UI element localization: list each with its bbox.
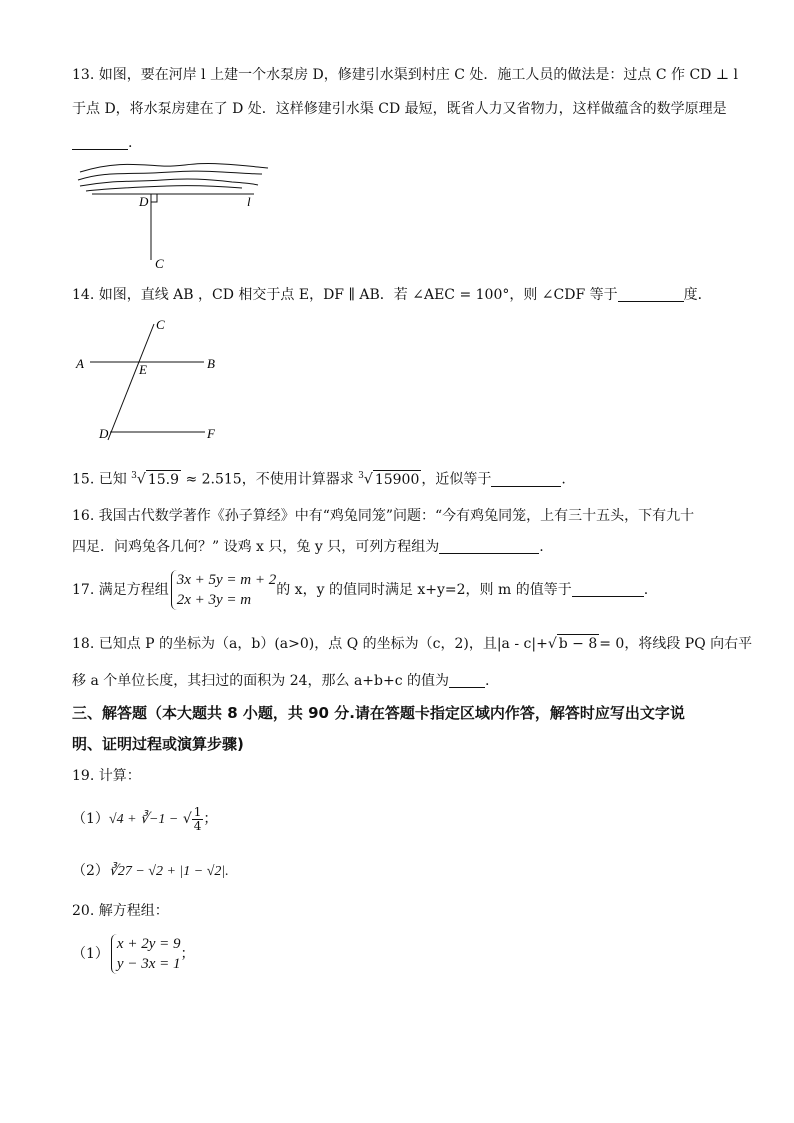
section-heading-line1: 三、解答题（本大题共 8 小题，共 90 分.请在答题卡指定区域内作答，解答时应写出文字说 [72, 704, 685, 722]
q16-line2: 四足．问鸡兔各几何？” 设鸡 x 只，兔 y 只，可列方程组为 . [72, 539, 544, 555]
fig-label-d: D [139, 194, 149, 209]
fig-label-l: l [247, 194, 251, 209]
q14-line: 14. 如图，直线 AB ，CD 相交于点 E，DF ∥ AB．若 ∠AEC = 100°，则 ∠CDF 等于 度． [72, 287, 712, 303]
q13-line2: 于点 D，将水泵房建在了 D 处．这样修建引水渠 CD 最短，既省人力又省物力，这样做蕴含的数学原理是 [72, 101, 727, 117]
section-heading-line2: 明、证明过程或演算步骤) [72, 735, 244, 753]
fig-label-f: F [207, 426, 215, 441]
q18-line2: 移 a 个单位长度，其扫过的面积为 24，那么 a+b+c 的值为 . [72, 673, 490, 689]
answer-blank [491, 472, 561, 487]
q17-line: 17. 满足方程组 3x + 5y = m + 2 2x + 3y = m 的 x，y 的值同时满足 x+y=2，则 m 的值等于 . [72, 572, 649, 608]
fig-label-b: B [207, 356, 215, 371]
answer-blank [439, 539, 539, 554]
q14-figure [72, 314, 232, 444]
q15-line: 15. 已知 $^3$√ 15.9 ≈ 2.515，不使用计算器求 $^3$√ 15900 ，近似等于 . [72, 471, 566, 488]
q20-title: 20. 解方程组： [72, 903, 169, 919]
fig-label-e: E [139, 362, 147, 377]
equation-system: 3x + 5y = m + 2 2x + 3y = m [171, 570, 277, 610]
answer-blank [72, 135, 128, 150]
fraction: $\frac{1}{4}$ [193, 804, 202, 833]
q18-line1: 18. 已知点 P 的坐标为（a，b）(a>0)，点 Q 的坐标为（c，2)，且|a - c|+√ b − 8 = 0，将线段 PQ 向右平 [72, 636, 753, 652]
answer-blank [572, 582, 644, 597]
fig-label-c: C [155, 256, 164, 271]
q13-line3: . [72, 134, 132, 152]
fig-label-a: A [76, 356, 84, 371]
q19-part2: （2）∛27 − √2 + |1 − √2|. [72, 863, 229, 879]
q19-title: 19. 计算： [72, 768, 141, 784]
fig-label-c: C [156, 317, 165, 332]
fig-label-d: D [99, 426, 109, 441]
q20-part1: （1） x + 2y = 9 y − 3x = 1 ； [72, 936, 195, 972]
q13-figure [72, 158, 272, 274]
q16-line1: 16. 我国古代数学著作《孙子算经》中有“鸡兔同笼”问题：“今有鸡兔同笼，上有三十五头，下有九十 [72, 508, 695, 524]
answer-blank [449, 673, 485, 688]
q19-part1: （1）√4 + ∛−1 − √ $\frac{1}{4}$ ； [72, 804, 218, 833]
q13-line1: 13. 如图，要在河岸 l 上建一个水泵房 D，修建引水渠到村庄 C 处．施工人员的做法是：过点 C 作 CD ⊥ l [72, 67, 738, 83]
equation-system: x + 2y = 9 y − 3x = 1 [111, 934, 181, 974]
answer-blank [618, 287, 684, 302]
